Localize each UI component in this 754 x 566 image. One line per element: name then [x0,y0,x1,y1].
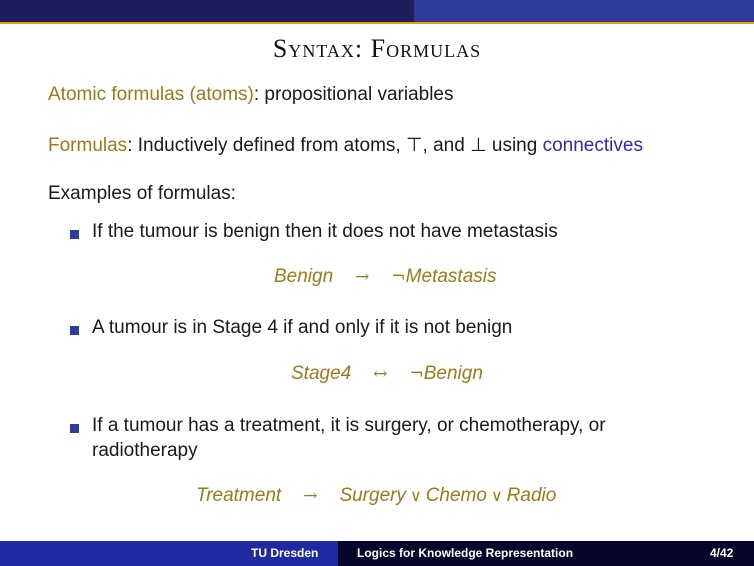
bullet-marker [70,424,79,433]
formula-lhs: Stage4 [291,363,352,384]
example-1-text: If the tumour is benign then it does not have metastasis [92,221,558,242]
footer-course-title: Logics for Knowledge Representation [357,546,574,560]
example-2-formula [291,363,483,385]
disjunct-surgery: Surgery [339,485,406,506]
atomic-rest: : propositional variables [253,84,454,105]
header-bar-left [0,0,414,22]
example-3-text-line1: If a tumour has a treatment, it is surgery, or chemotherapy, or [92,415,606,436]
formula-lhs: Treatment [196,485,282,506]
formula-rhs: Benign [423,363,483,384]
formulas-definition [48,134,643,157]
footer-bar [0,541,754,566]
connectives-link[interactable]: connectives [542,135,643,156]
implies-symbol: → [303,486,318,506]
bullet-marker [70,326,79,335]
example-3-text-line2: radiotherapy [92,440,198,461]
formula-lhs: Benign [274,266,334,287]
or-symbol: ∨ [490,486,503,505]
disjunct-radio: Radio [506,485,557,506]
slide-title: Syntax: Formulas [272,34,482,63]
example-2-text: A tumour is in Stage 4 if and only if it is not benign [92,317,513,338]
examples-heading: Examples of formulas: [48,183,236,204]
negation-symbol: ¬ [391,267,406,287]
atomic-term: Atomic formulas (atoms) [48,84,254,105]
negation-symbol: ¬ [409,364,424,384]
bullet-marker [70,230,79,239]
iff-symbol: ↔ [373,364,388,384]
header-rule [0,22,754,24]
atomic-definition [48,84,454,106]
or-symbol: ∨ [409,486,422,505]
disjunct-chemo: Chemo [425,485,487,506]
footer-institution: TU Dresden [251,546,319,560]
implies-symbol: → [355,267,370,287]
formulas-term: Formulas [48,135,128,156]
formulas-rest: : Inductively defined from atoms, ⊤, and ⊥ using [127,135,543,156]
header-bar-right [414,0,754,22]
example-3-formula [196,485,556,507]
example-1-formula [274,266,496,288]
page-number: 4/42 [710,546,734,560]
formula-rhs: Metastasis [405,266,497,287]
header-bar [0,0,754,24]
